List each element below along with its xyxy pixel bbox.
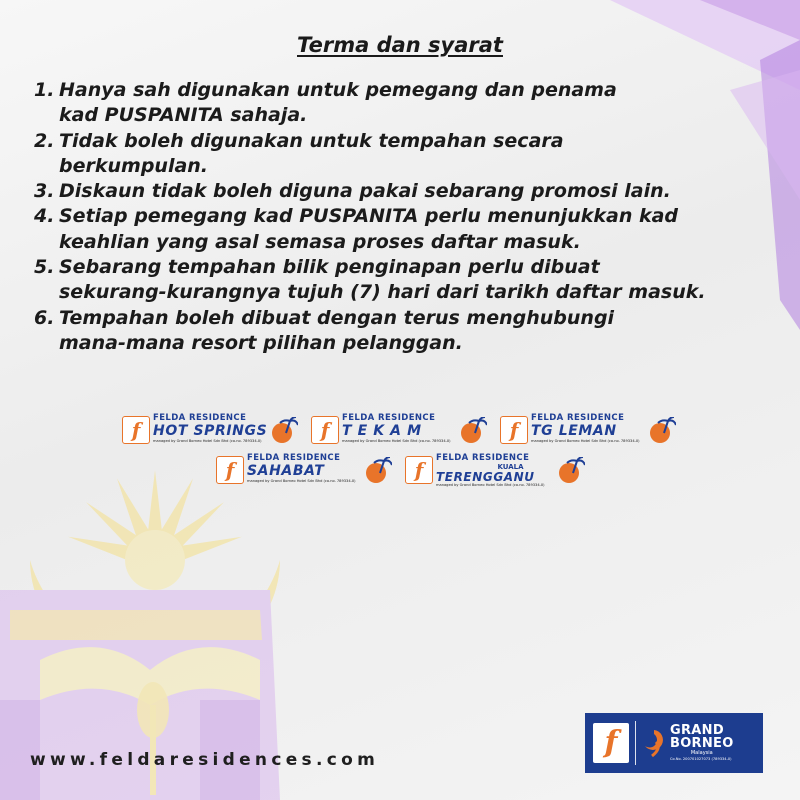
term-text xyxy=(59,78,764,129)
term-line: sekurang-kurangnya tujuh (7) hari dari tarikh daftar masuk. xyxy=(59,281,706,304)
logo-tg-leman xyxy=(500,413,676,449)
page-title: Terma dan syarat xyxy=(297,33,503,57)
felda-f-icon: f xyxy=(405,456,433,484)
logo-managed-by: managed by Grand Borneo Hotel Sdn Bhd (co.no. 789334-X) xyxy=(247,479,356,483)
term-line: Hanya sah digunakan untuk pemegang dan penama xyxy=(59,79,617,101)
term-line: kad PUSPANITA sahaja. xyxy=(59,104,308,127)
term-line: keahlian yang asal semasa proses daftar masuk. xyxy=(59,230,581,253)
felda-f-icon: f xyxy=(122,416,150,444)
logo-managed-by: managed by Grand Borneo Hotel Sdn Bhd (co.no. 789334-X) xyxy=(436,483,545,487)
term-item xyxy=(34,255,764,306)
term-item xyxy=(34,179,764,204)
grand-borneo-country: Malaysia xyxy=(690,750,713,756)
term-number: 6. xyxy=(34,306,55,329)
grand-borneo-name-line1: GRAND xyxy=(670,723,724,738)
logo-resort-name: HOT SPRINGS xyxy=(153,423,268,439)
term-number: 5. xyxy=(34,256,55,279)
term-text xyxy=(59,204,764,255)
logo-managed-by: managed by Grand Borneo Hotel Sdn Bhd (co.no. 789334-X) xyxy=(342,439,451,443)
term-number: 2. xyxy=(34,129,55,152)
logo-sahabat xyxy=(216,453,392,489)
term-line: Tempahan boleh dibuat dengan terus menghubungi xyxy=(59,306,615,329)
terms-list xyxy=(34,78,764,356)
term-item xyxy=(34,129,764,180)
logo-brand: FELDA RESIDENCE xyxy=(342,413,436,423)
term-number: 3. xyxy=(34,180,55,203)
logo-kuala-terengganu xyxy=(405,453,585,489)
logo-brand: FELDA RESIDENCE xyxy=(153,413,247,423)
felda-f-icon: f xyxy=(216,456,244,484)
sun-palm-icon xyxy=(459,417,487,445)
sun-palm-icon xyxy=(270,417,298,445)
grand-borneo-swirl-icon xyxy=(642,728,666,758)
term-line: mana-mana resort pilihan pelanggan. xyxy=(59,331,463,354)
grand-borneo-name-line2: BORNEO xyxy=(670,736,734,751)
felda-f-icon: f xyxy=(500,416,528,444)
logo-resort-name: TG LEMAN xyxy=(531,423,617,439)
felda-f-icon: f xyxy=(593,723,629,763)
sun-palm-icon xyxy=(648,417,676,445)
term-line: Tidak boleh digunakan untuk tempahan secara xyxy=(59,129,564,152)
term-item xyxy=(34,306,764,357)
logo-resort-name: T E K A M xyxy=(342,423,422,439)
term-item xyxy=(34,78,764,129)
website-url: www.feldaresidences.com xyxy=(30,750,380,770)
logo-tekam xyxy=(311,413,487,449)
logo-brand: FELDA RESIDENCE xyxy=(247,453,341,463)
logo-managed-by: managed by Grand Borneo Hotel Sdn Bhd (co.no. 789334-X) xyxy=(531,439,640,443)
term-line: berkumpulan. xyxy=(59,154,209,177)
term-text xyxy=(59,129,764,180)
sun-palm-icon xyxy=(364,457,392,485)
term-line: Diskaun tidak boleh diguna pakai sebarang promosi lain. xyxy=(59,180,671,203)
logo-resort-subname: KUALA xyxy=(497,463,524,471)
logo-divider xyxy=(635,721,636,765)
logo-resort-name: TERENGGANU xyxy=(436,470,535,484)
term-line: Setiap pemegang kad PUSPANITA perlu menunjukkan kad xyxy=(59,205,679,228)
term-line: Sebarang tempahan bilik penginapan perlu dibuat xyxy=(59,256,600,279)
logo-resort-name: SAHABAT xyxy=(247,463,325,479)
logo-managed-by: managed by Grand Borneo Hotel Sdn Bhd (co.no. 789334-X) xyxy=(153,439,262,443)
term-text xyxy=(59,255,764,306)
logo-brand: FELDA RESIDENCE xyxy=(531,413,625,423)
grand-borneo-company-no: Co.No. 200701027073 (789334-X) xyxy=(670,757,732,761)
logo-hot-springs xyxy=(122,413,298,449)
term-item xyxy=(34,204,764,255)
term-text xyxy=(59,179,764,204)
term-number: 4. xyxy=(34,205,55,228)
logo-brand: FELDA RESIDENCE xyxy=(436,453,530,463)
grand-borneo-logo xyxy=(585,713,763,773)
term-text xyxy=(59,306,764,357)
felda-f-icon: f xyxy=(311,416,339,444)
sun-palm-icon xyxy=(557,457,585,485)
term-number: 1. xyxy=(34,79,55,101)
